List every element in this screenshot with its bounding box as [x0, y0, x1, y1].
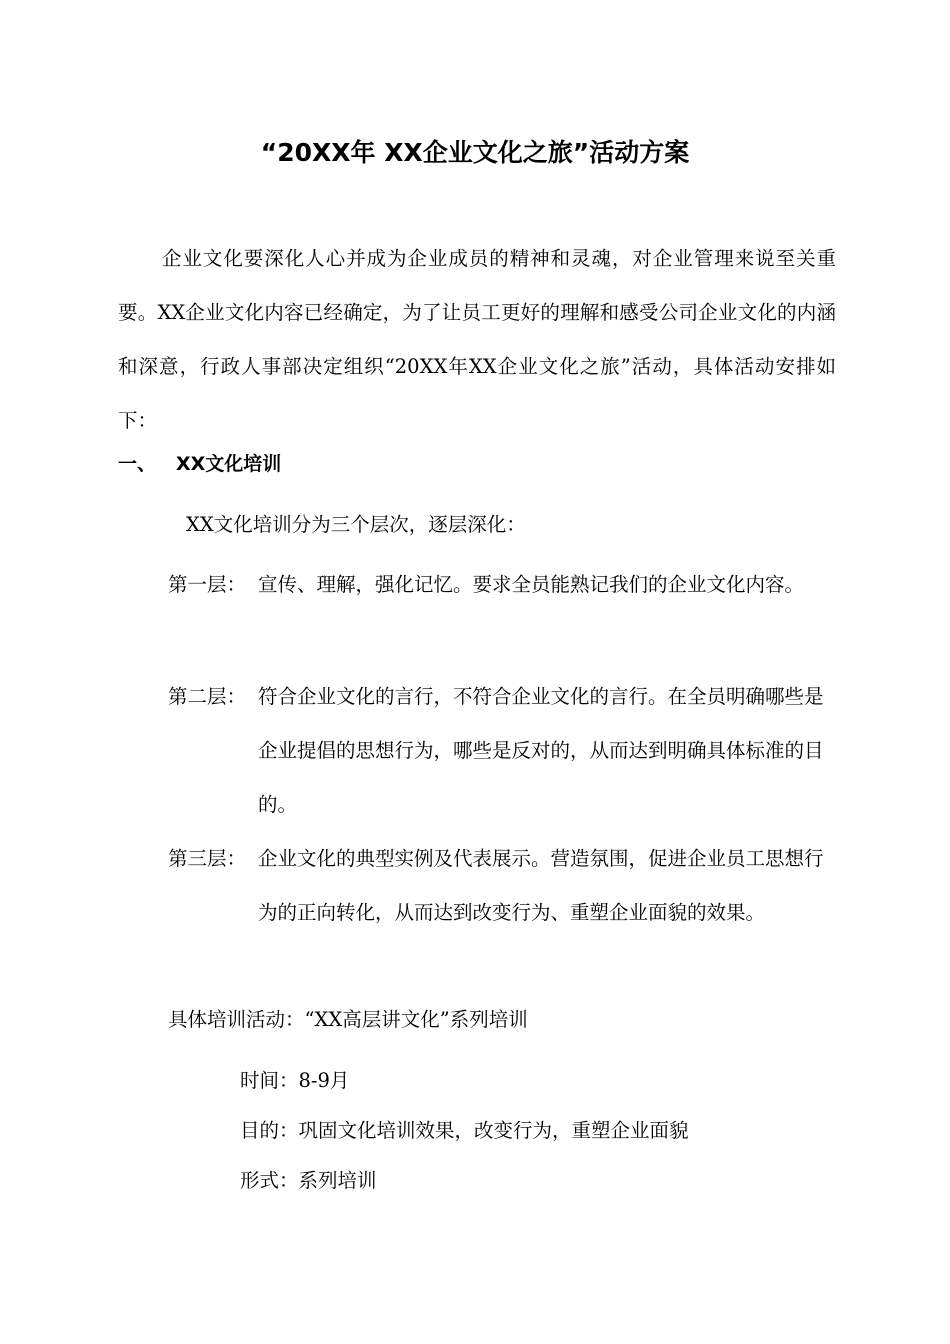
level-label: 第二层： — [168, 685, 247, 708]
level-text: 企业文化的典型实例及代表展示。营造氛围，促进企业员工思想行为的正向转化，从而达到改变行为、重塑企业面貌的效果。 — [258, 847, 824, 924]
training-activity: 具体培训活动：“XX高层讲文化”系列培训 — [168, 1008, 528, 1031]
section-heading — [118, 444, 281, 484]
section-number: 一、 — [118, 453, 157, 475]
level-label: 第三层： — [168, 847, 247, 870]
section-title: XX文化培训 — [176, 453, 282, 475]
activity-goal: 目的：巩固文化培训效果，改变行为，重塑企业面貌 — [240, 1119, 689, 1142]
activity-time: 时间：8-9月 — [240, 1069, 350, 1092]
training-level-3 — [168, 832, 828, 940]
level-text: 宣传、理解，强化记忆。要求全员能熟记我们的企业文化内容。 — [258, 573, 805, 596]
intro-paragraph: 企业文化要深化人心并成为企业成员的精神和灵魂，对企业管理来说至关重要。XX企业文化内容已经确定，为了让员工更好的理解和感受公司企业文化的内涵和深意，行政人事部决定组织“20XX年XX企业文化之旅”活动，具体活动安排如下： — [118, 247, 836, 432]
training-level-1 — [168, 558, 828, 612]
level-label: 第一层： — [168, 573, 247, 596]
document-title: “20XX年 XX企业文化之旅”活动方案 — [260, 138, 690, 167]
activity-form: 形式：系列培训 — [240, 1169, 377, 1192]
training-level-2 — [168, 670, 828, 832]
level-text: 符合企业文化的言行，不符合企业文化的言行。在全员明确哪些是企业提倡的思想行为，哪些是反对的，从而达到明确具体标准的目的。 — [258, 685, 824, 816]
section-lead-text: XX文化培训分为三个层次，逐层深化： — [186, 513, 526, 536]
